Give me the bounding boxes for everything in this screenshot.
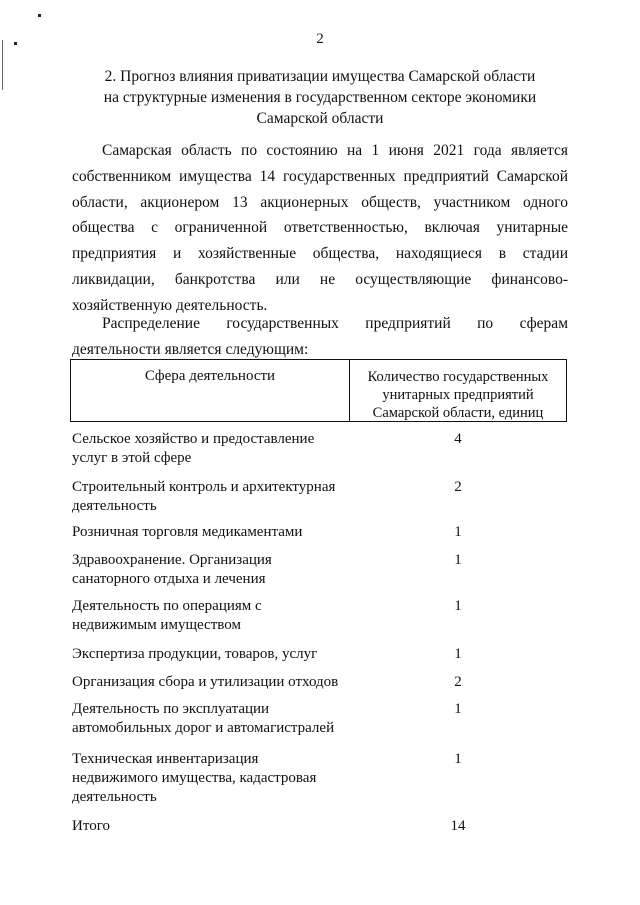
row-label xyxy=(72,673,352,692)
label-line: недвижимым имуществом xyxy=(72,617,241,633)
label-line: Деятельность по эксплуатации xyxy=(72,701,270,717)
row-label xyxy=(72,597,352,635)
row-label xyxy=(72,523,352,542)
page-number: 2 xyxy=(316,31,324,47)
row-value: 1 xyxy=(454,598,462,614)
row-value: 2 xyxy=(454,479,462,495)
label-line: Здравоохранение. Организация xyxy=(72,552,272,568)
label-line: недвижимого имущества, кадастровая xyxy=(72,770,317,786)
header-count-line: унитарных предприятий xyxy=(382,387,534,403)
row-label xyxy=(72,645,352,664)
header-count xyxy=(350,360,566,421)
paragraph-ownership: Самарская область по состоянию на 1 июня 2021 года является собственником имущества 14 государственных предприятий Самарской области, акционером 13 акционерных обществ, участником одного общества с ограниченной ответственностью, включая унитарные предприятия и хозяйственные общества, находящиеся в стадии ликвидации, банкротства или не осуществляющие финансово-хозяйственную деятельность. xyxy=(72,142,568,314)
total-label: Итого xyxy=(72,818,110,834)
label-line: Техническая инвентаризация xyxy=(72,751,259,767)
row-value: 4 xyxy=(454,431,462,447)
row-label xyxy=(72,478,352,516)
row-value: 1 xyxy=(454,646,462,662)
row-value: 1 xyxy=(454,552,462,568)
label-line: деятельность xyxy=(72,789,157,805)
row-value: 1 xyxy=(454,524,462,540)
label-line: Сельское хозяйство и предоставление xyxy=(72,431,315,447)
label-line: Строительный контроль и архитектурная xyxy=(72,479,336,495)
row-value: 1 xyxy=(454,751,462,767)
row-value: 2 xyxy=(454,674,462,690)
heading-line: Самарской области xyxy=(256,110,384,127)
label-line: Экспертиза продукции, товаров, услуг xyxy=(72,646,318,662)
total-value: 14 xyxy=(450,818,466,834)
row-value: 1 xyxy=(454,701,462,717)
label-line: Организация сбора и утилизации отходов xyxy=(72,674,339,690)
table-header xyxy=(70,359,567,422)
header-sphere: Сфера деятельности xyxy=(71,360,350,421)
label-line: автомобильных дорог и автомагистралей xyxy=(72,720,335,736)
label-line: услуг в этой сфере xyxy=(72,450,192,466)
heading-line: на структурные изменения в государственном секторе экономики xyxy=(103,89,537,106)
row-label xyxy=(72,700,352,738)
row-label xyxy=(72,551,352,589)
label-line: деятельность xyxy=(72,498,157,514)
header-count-line: Самарской области, единиц xyxy=(372,405,544,421)
paragraph-distribution: Распределение государственных предприятий по сферам деятельности является следующим: xyxy=(72,315,568,358)
row-label xyxy=(72,750,352,807)
label-line: Деятельность по операциям с xyxy=(72,598,262,614)
label-line: санаторного отдыха и лечения xyxy=(72,571,266,587)
heading-line: 2. Прогноз влияния приватизации имущества Самарской области xyxy=(104,68,536,85)
scan-mark-top xyxy=(38,14,41,17)
header-count-line: Количество государственных xyxy=(367,369,549,385)
label-line: Розничная торговля медикаментами xyxy=(72,524,303,540)
section-heading xyxy=(72,66,568,129)
row-label xyxy=(72,430,352,468)
